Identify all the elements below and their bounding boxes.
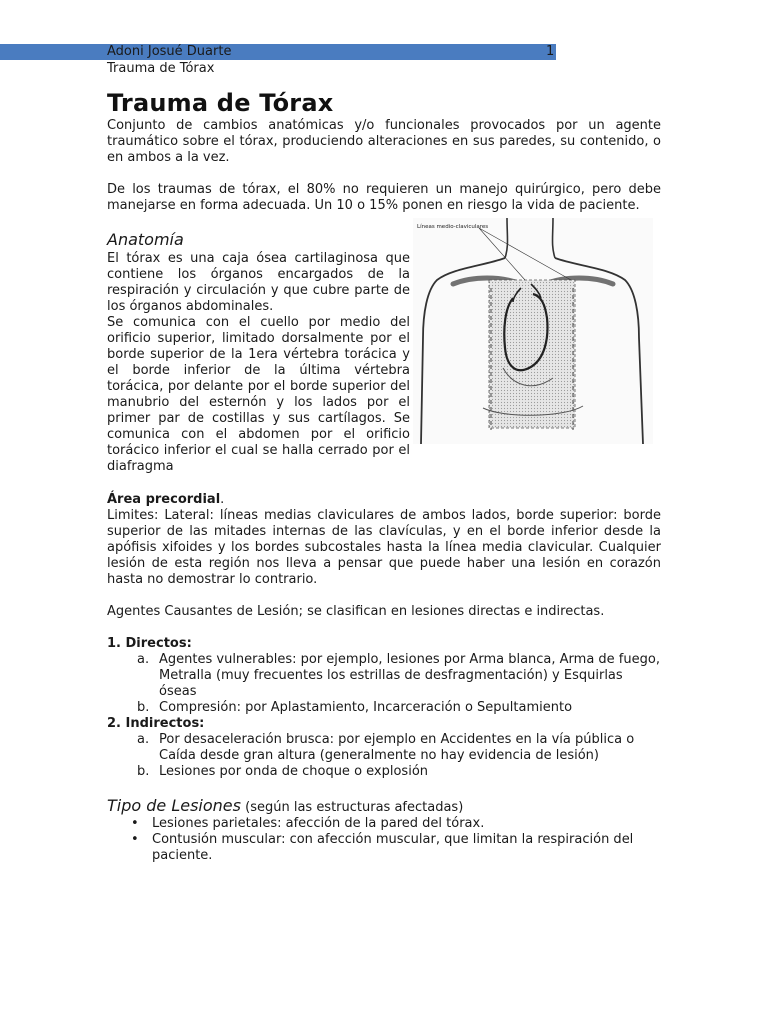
sub-list [107,652,661,716]
group-label: Directos: [125,636,192,651]
list-item [107,652,661,700]
tipo-note: (según las estructuras afectadas) [245,800,464,815]
document-body [107,88,661,864]
group-number: 1. [107,636,121,651]
sub-text: Compresión: por Aplastamiento, Incarceración o Sepultamiento [159,700,573,715]
figure-label: Líneas medio-claviculares [417,224,489,230]
precordial-text: Limites: Lateral: líneas medias claviculares de ambos lados, borde superior: borde superior de las mitades internas de las clavículas, y en el borde inferior desde la apófisis xifoides y los bordes subcostales hasta la línea media clavicular. Cualquier lesión de esta región nos lleva a pensar que puede haber una lesión en corazón hasta no demostrar lo contrario. [107,508,661,587]
list-item [107,716,661,780]
list-item [107,816,661,832]
precordial-block [107,492,661,508]
agentes-intro: Agentes Causantes de Lesión; se clasifican en lesiones directas e indirectas. [107,604,605,619]
sub-text: Lesiones por onda de choque o explosión [159,764,429,779]
sub-mark: a. [137,732,150,747]
sub-mark: b. [137,764,150,779]
sub-mark: a. [137,652,150,667]
header-page-number: 1 [546,44,555,59]
tipo-heading: Tipo de Lesiones [107,796,241,815]
list-item [107,764,661,780]
list-item [107,636,661,716]
intro-paragraph-1: Conjunto de cambios anatómicas y/o funcionales provocados por un agente traumático sobre el tórax, produciendo alteraciones en sus paredes, su contenido, o en ambos a la vez. [107,118,661,165]
thorax-diagram-icon [413,218,653,444]
anatomy-paragraph-1: El tórax es una caja ósea cartilaginosa que contiene los órganos encargados de la respiración y circulación y que cubre parte de los órganos abdominales. [107,251,410,314]
tipo-heading-line [107,796,661,816]
list-item [107,700,661,716]
sub-text: Agentes vulnerables: por ejemplo, lesiones por Arma blanca, Arma de fuego, Metralla (muy frecuentes los estrillas de desfragmentación) y Esquirlas óseas [159,652,660,699]
group-number: 2. [107,716,121,731]
list-item [107,832,661,864]
anatomy-heading: Anatomía [107,230,184,249]
header-author: Adoni Josué Duarte [107,44,232,59]
group-label: Indirectos: [125,716,205,731]
anatomy-paragraph-2: Se comunica con el cuello por medio del orificio superior, limitado dorsalmente por el borde superior de la 1era vértebra torácica y el borde inferior de la última vértebra torácica, por delante por el borde superior del manubrio del esternón y los lados por el primer par de costillas y sus cartílagos. Se comunica con el abdomen por el orificio torácico inferior el cual se halla cerrado por el diafragma [107,315,410,474]
thorax-figure [413,218,653,444]
agentes-list [107,636,661,780]
precordial-heading: Área precordial [107,492,221,507]
tipo-list [107,816,661,864]
intro-paragraph-2: De los traumas de tórax, el 80% no requieren un manejo quirúrgico, pero debe manejarse en forma adecuada. Un 10 o 15% ponen en riesgo la vida de paciente. [107,182,661,213]
bullet-text: Contusión muscular: con afección muscular, que limitan la respiración del paciente. [152,832,634,863]
sub-text: Por desaceleración brusca: por ejemplo en Accidentes en la vía pública o Caída desde gran altura (generalmente no hay evidencia de lesión) [159,732,635,763]
anatomy-section [107,224,661,492]
sub-mark: b. [137,700,150,715]
bullet-icon: • [131,816,139,831]
header-bar [0,44,556,60]
bullet-icon: • [131,832,139,847]
page-title: Trauma de Tórax [107,89,334,117]
list-item [107,732,661,764]
sub-list [107,732,661,780]
header-doc-title: Trauma de Tórax [107,61,215,76]
bullet-text: Lesiones parietales: afección de la pared del tórax. [152,816,485,831]
precordial-heading-suffix: . [220,492,225,507]
